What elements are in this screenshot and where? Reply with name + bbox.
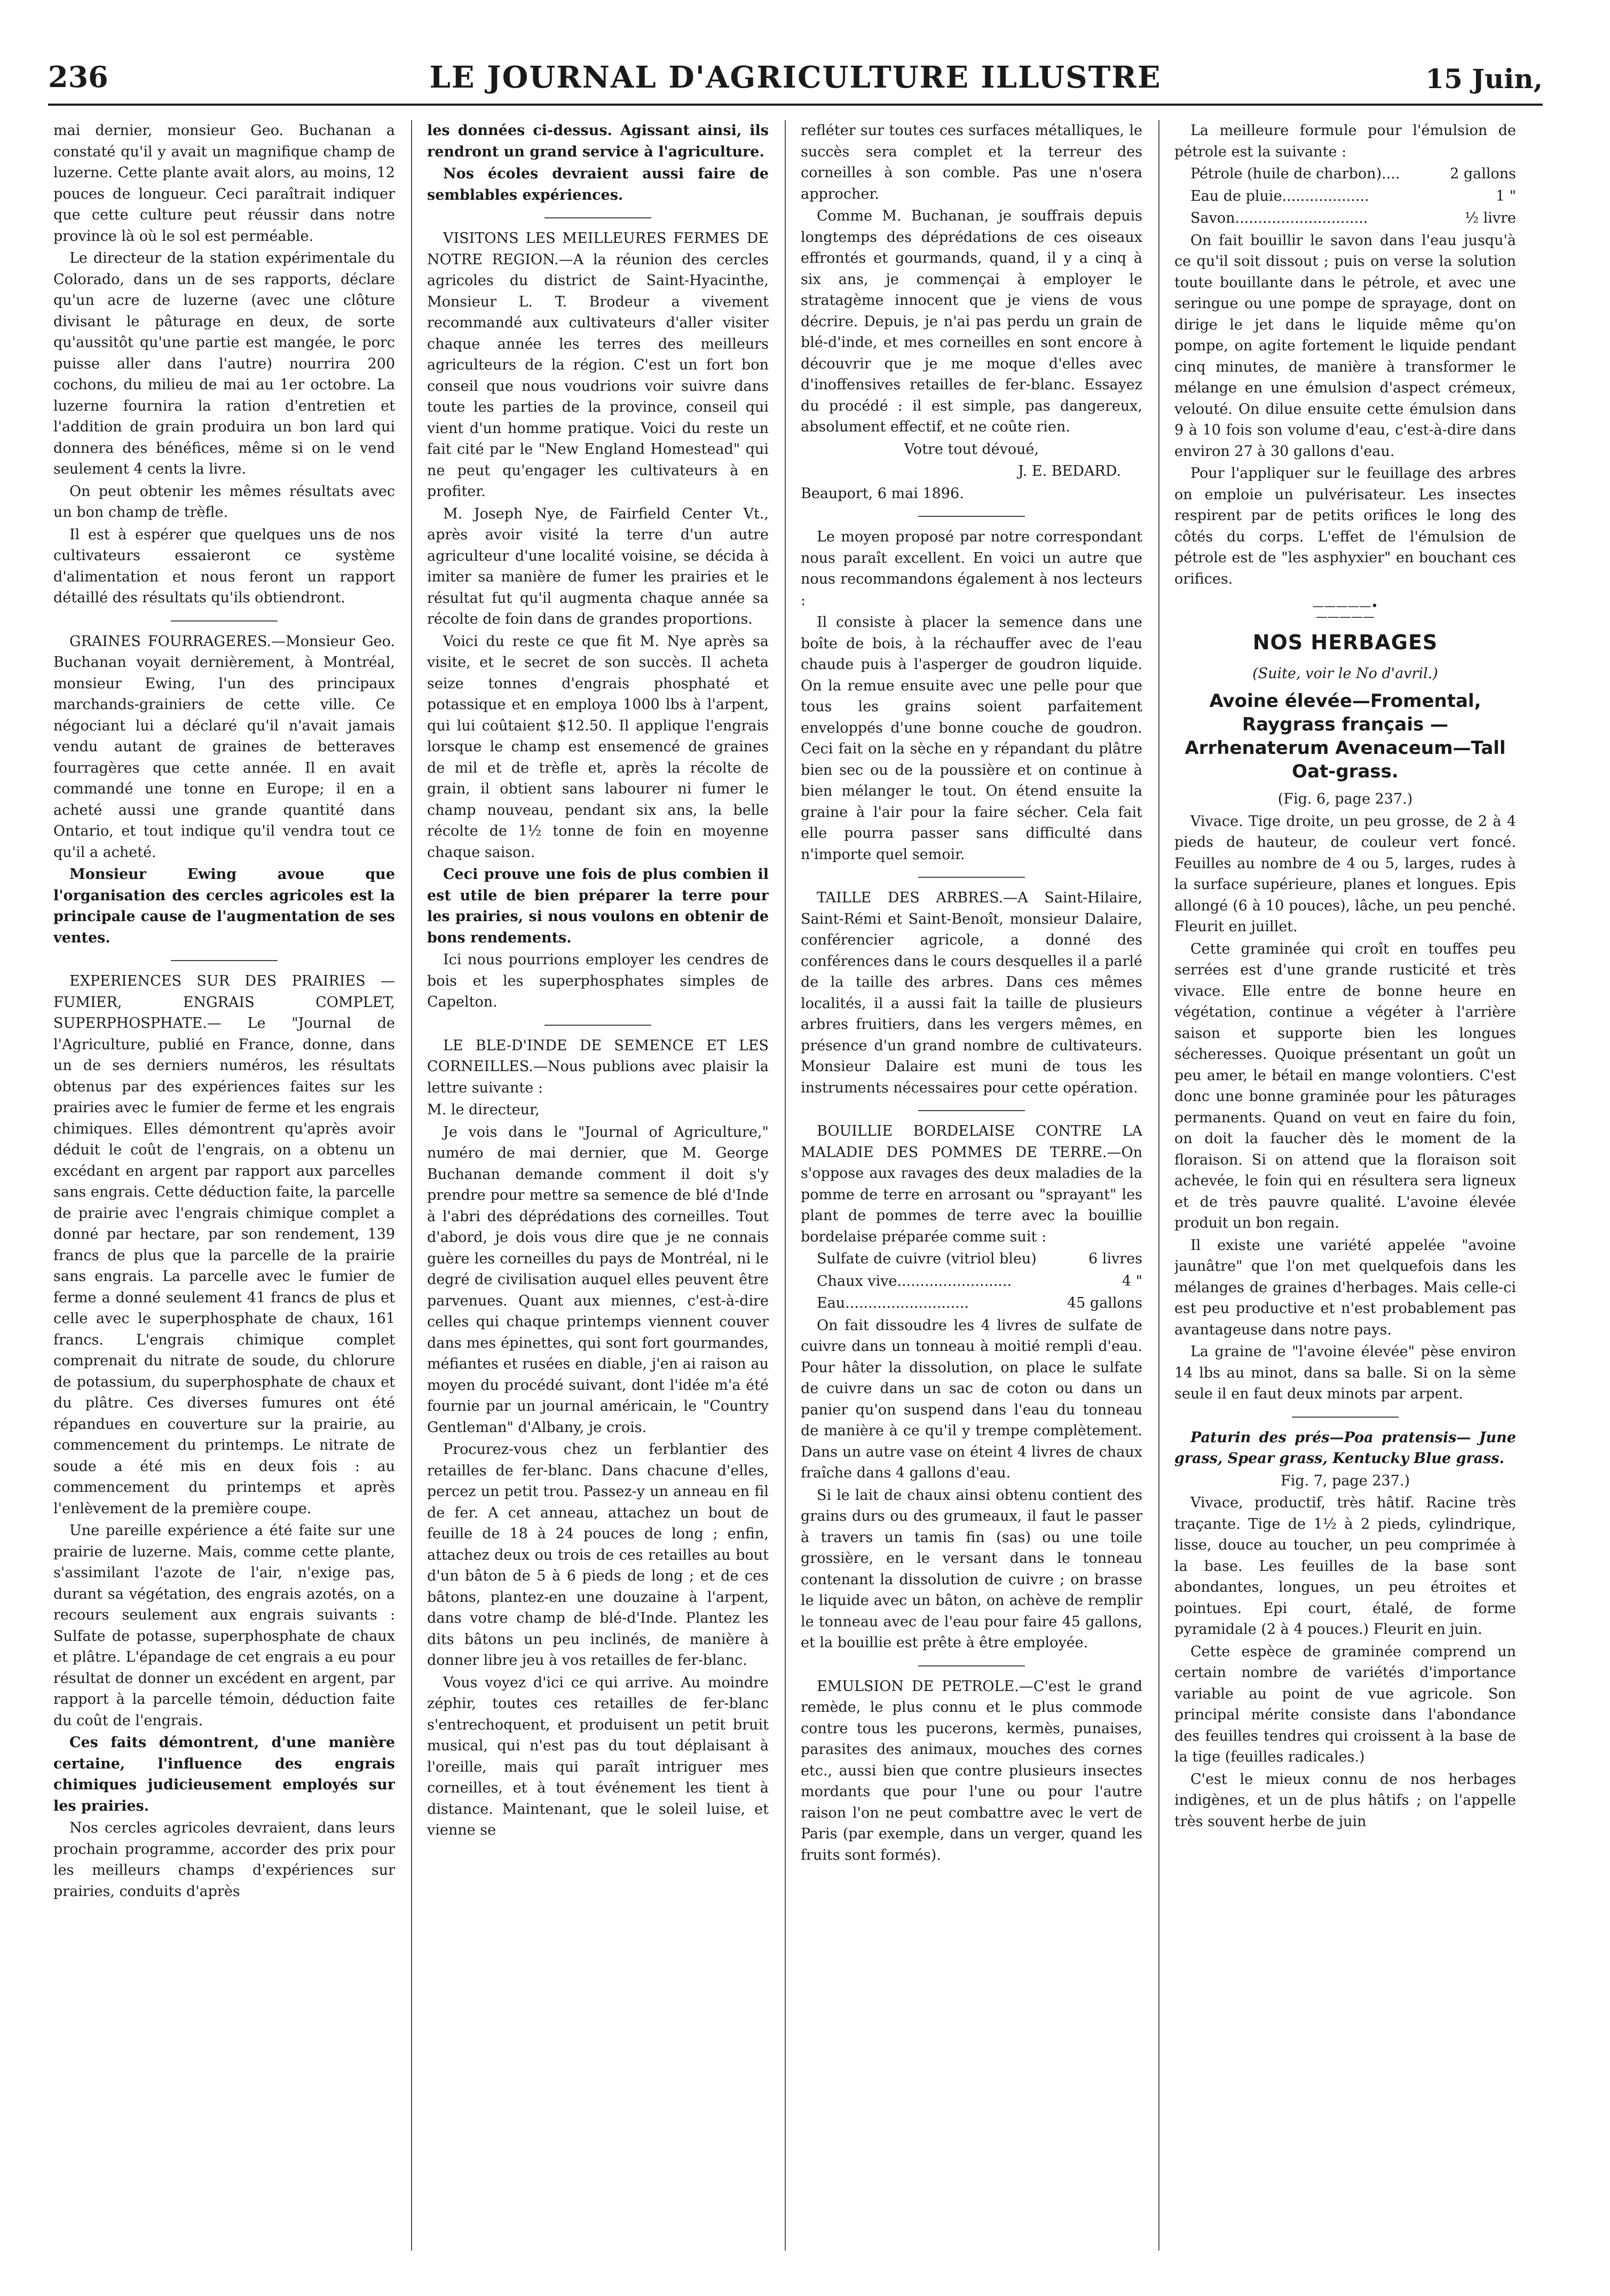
article-bouillie [801, 1121, 1142, 1247]
figure-ref: Fig. 7, page 237.) [1280, 1472, 1410, 1489]
column-divider [1158, 120, 1159, 2251]
section-heading: EMULSION DE PETROLE. [817, 1678, 1019, 1695]
paragraph: — Le "Journal de l'Agriculture, publié en France, donne, dans un de ses derniers numéros, les résultats obtenus par des expériences faites sur les prairies avec le fumier de ferme et les engrais chimiques. Elles démontrent qu'après avoir déduit le coût de l'engrais, on a obtenu un excédant en argent par rapport aux parcelles sans engrais. Cette déduction faite, la parcelle de prairie avec l'engrais chimique complet a donné par hectare, par son rendement, 139 francs de plus que la parcelle de la prairie sans engrais. La parcelle avec le fumier de ferme a donné seulement 41 francs de plus et celle avec le superphosphate de chaux, 161 francs. L'engrais chimique complet comprenait du nitrate de soude, du chlorure de potassium, du superphosphate de chaux et du plâtre. Ces diverses fumures ont été répandues en couverture sur la prairie, au commencement du printemps. Le nitrate de soude a été mis en deux fois : au commencement du printemps et après l'enlèvement de la première coupe. [53, 1015, 395, 1517]
header-rule [48, 104, 1543, 106]
section-rule [544, 217, 651, 218]
paragraph: —Monsieur Geo. Buchanan voyait dernièrement, à Montréal, monsieur Ewing, l'un des principaux marchands-grainiers de cette ville. Ce négociant lui a déclaré qu'il n'avait jamais vendu autant de graines de betteraves fourragères que cette année. Il en avait commandé une tonne en Europe; il en a acheté aussi une grande quantité dans Ontario, et tout indique qu'il vendra tout ce qu'il a acheté. [53, 633, 395, 861]
paragraph: Il consiste à placer la semence dans une boîte de bois, à la réchauffer avec de l'eau chaude puis à l'asperger de goudron liquide. On la remue ensuite avec une pelle pour que tous les grains soient parfaitement enveloppés d'une bonne couche de goudron. Ceci fait on la sèche en y répandant du plâtre bien sec ou de la poussière et on continue à bien mélanger le tout. On étend ensuite la graine à l'air pour la faire sécher. Cela fait elle pourra passer sans difficulté dans n'importe quel semoir. [801, 614, 1142, 863]
column-3 [801, 120, 1142, 2251]
formula-item: Sulfate de cuivre (vitriol bleu) [817, 1251, 1037, 1267]
article-ble-dinde [427, 1035, 769, 1099]
paragraph: On peut obtenir les mêmes résultats avec un bon champ de trèfle. [53, 483, 395, 521]
paragraph: Il existe une variété appelée "avoine jaunâtre" que l'on met quelquefois dans les mélanges de graines d'herbages. Mais celle-ci est peu productive et n'est probablement pas avantageuse dans notre pays. [1174, 1237, 1516, 1338]
section-heading: LE BLE-D'INDE DE SEMENCE ET LES CORNEILLES. [427, 1037, 769, 1075]
formula-qty: 2 gallons [1450, 166, 1516, 182]
paragraph: Il est à espérer que quelques uns de nos cultivateurs essaieront ce système d'alimentation et nous feront un rapport détaillé des résultats qu'ils obtiendront. [53, 526, 395, 606]
section-heading: VISITONS LES MEILLEURES FERMES DE NOTRE REGION. [427, 230, 769, 268]
formula-line [1174, 186, 1516, 207]
paragraph: Ceci prouve une fois de plus combien il est utile de bien préparer la terre pour les prairies, si nous voulons en obtenir de bons rendements. [427, 866, 769, 946]
formula-qty: 45 gallons [1067, 1295, 1142, 1311]
section-heading: EXPERIENCES SUR DES PRAIRIES — FUMIER, ENGRAIS COMPLET, SUPERPHOSPHATE. [53, 973, 395, 1032]
section-rule [918, 1665, 1025, 1666]
paragraph: —C'est le grand remède, le plus connu et le plus commode contre tous les pucerons, kermès, punaises, parasites des animaux, mouches des cornes etc., aussi bien que contre plusieurs insectes mordants que pour l'une ou pour l'autre raison l'on ne peut combattre avec le vert de Paris (par exemple, dans un verger, quand les fruits sont formés). [801, 1678, 1142, 1863]
formula-item: Chaux vive......................... [817, 1272, 1012, 1289]
section-heading: GRAINES FOURRAGERES. [69, 633, 272, 650]
formula-item: Pétrole (huile de charbon).... [1190, 166, 1400, 182]
paragraph: Je vois dans le "Journal of Agriculture," numéro de mai dernier, que M. George Buchanan demande comment il doit s'y prendre pour mettre sa semence de blé d'Inde à l'abri des déprédations des corneilles. Tout d'abord, je dois vous dire que je ne connais guère les corneilles du pays de Montréal, ni le degré de civilisation auquel elles peuvent être parvenues. Quant aux miennes, c'est-à-dire celles qui chaque printemps viennent couver dans mes épinettes, qui sont fort gourmandes, méfiantes et rusées en diable, j'en ai raison au moyen du procédé suivant, dont l'idée m'a été fournie par un journal américain, le "Country Gentleman" d'Albany, je crois. [427, 1123, 769, 1436]
paragraph: —A Saint-Hilaire, Saint-Rémi et Saint-Benoît, monsieur Dalaire, conférencier agricole, a donné des conférences dans le cours desquelles il a parlé de la taille des arbres. Dans ces mêmes localités, il a aussi fait la taille de plusieurs arbres fruitiers, dans les vergers mêmes, en présence d'un grand nombre de cultivateurs. Monsieur Dalaire est muni de tous les instruments nécessaires pour cette opération. [801, 890, 1142, 1096]
paragraph: mai dernier, monsieur Geo. Buchanan a constaté qu'il y avait un magnifique champ de luzerne. Cette plante avait alors, au moins, 12 pouces de longueur. Ceci paraîtrait indiquer que cette culture peut réussir dans notre province là où le sol est perméable. [53, 122, 395, 245]
section-title: NOS HERBAGES [1252, 631, 1438, 654]
paragraph: Nos cercles agricoles devraient, dans leurs prochain programme, accorder des prix pour les meilleurs champs d'expériences sur prairies, conduits d'après [53, 1820, 395, 1900]
paragraph: Ici nous pourrions employer les cendres de bois et les superphosphates simples de Capelton. [427, 952, 769, 1010]
section-heading: TAILLE DES ARBRES. [817, 890, 1004, 906]
continuation-note: (Suite, voir le No d'avril.) [1252, 665, 1438, 682]
ornament-rule: —————•————— [1312, 600, 1378, 624]
journal-title: LE JOURNAL D'AGRICULTURE ILLUSTRE [429, 60, 1162, 95]
figure-ref: (Fig. 6, page 237.) [1277, 791, 1413, 807]
article-emulsion [801, 1676, 1142, 1866]
letter-place-date: Beauport, 6 mai 1896. [801, 485, 964, 502]
section-rule [918, 877, 1025, 878]
paragraph: Le moyen proposé par notre correspondant nous paraît excellent. En voici un autre que nous recommandons également à nos lecteurs : [801, 529, 1142, 609]
paragraph: Procurez-vous chez un ferblantier des retailles de fer-blanc. Dans chacune d'elles, percez un petit trou. Passez-y un anneau en fil de fer. A cet anneau, attachez un bout de feuille de 18 à 24 pouces de long ; enfin, attachez deux ou trois de ces retailles au bout d'un bâton de 5 à 6 pieds de long ; et de ces bâtons, plantez-en une douzaine à l'arpent, dans votre champ de blé-d'Inde. Plantez les dits bâtons un peu inclinés, de manière à donner libre jeu à vos retailles de fer-blanc. [427, 1441, 769, 1669]
paragraph: Voici du reste ce que fit M. Nye après sa visite, et le secret de son succès. Il acheta seize tonnes d'engrais phosphaté et potassique et en employa 1000 lbs à l'arpent, qui lui coûtaient $12.50. Il applique l'engrais lorsque le champ est ensemencé de graines de mil et de trèfle et, après la récolte de grain, il obtient sans labourer ni fumer le champ nouveau, pendant six ans, la belle récolte de 1½ tonne de foin en moyenne chaque saison. [427, 633, 769, 861]
paragraph: les données ci-dessus. Agissant ainsi, ils rendront un grand service à l'agriculture. [427, 122, 769, 160]
issue-date: 15 Juin, [1425, 63, 1543, 95]
paragraph: Nos écoles devraient aussi faire de semblables expériences. [427, 166, 769, 203]
paragraph: C'est le mieux connu de nos herbages indigènes, et un de plus hâtifs ; on l'appelle très souvent herbe de juin [1174, 1771, 1516, 1830]
salutation: M. le directeur, [427, 1102, 540, 1118]
paragraph: —Nous publions avec plaisir la lettre suivante : [427, 1058, 769, 1096]
paragraph: —A la réunion des cercles agricoles du district de Saint-Hyacinthe, Monsieur L. T. Brodeur a vivement recommandé aux cultivateurs d'aller visiter chaque année les terres des meilleurs agriculteurs de la région. C'est un fort bon conseil que nous voudrions voir suivre dans toute les parties de la province, conseil qui vient d'un homme pratique. Voici du reste un fait cité par le "New England Homestead" qui ne peut qu'engager les cultivateurs à en profiter. [427, 251, 769, 500]
column-1 [53, 120, 395, 2251]
paragraph: La graine de "l'avoine élevée" pèse environ 14 lbs au minot, dans sa balle. Si on la sème seule il en faut deux minots par arpent. [1174, 1343, 1516, 1402]
formula-line [801, 1293, 1142, 1314]
paragraph: Si le lait de chaux ainsi obtenu contient des grains durs ou des grumeaux, il faut le passer à travers un tamis fin (sas) ou une toile grossière, en le versant dans le tonneau contenant la dissolution de cuivre ; on brasse le liquide avec un bâton, on achève de remplir le tonneau avec de l'eau pour faire 45 gallons, et la bouillie est prête à être employée. [801, 1487, 1142, 1651]
page-number: 236 [48, 60, 108, 94]
article-taille [801, 887, 1142, 1098]
paragraph: Vivace. Tige droite, un peu grosse, de 2 à 4 pieds de hauteur, de couleur vert foncé. Feuilles au nombre de 4 ou 5, larges, rudes à la surface supérieure, planes et longues. Epis allongé (6 à 10 pouces), lâche, un peu penché. Fleurit en juillet. [1174, 813, 1516, 935]
species-heading: Avoine élevée—Fromental, Raygrass français — Arrhenaterum Avenaceum—Tall Oat-grass. [1185, 690, 1506, 782]
paragraph: M. Joseph Nye, de Fairfield Center Vt., après avoir visité la terre d'un autre agriculteur d'une localité voisine, se décida à imiter sa manière de fumer les prairies et le résultat fut qu'il augmenta chaque année sa récolte de foin dans de grandes proportions. [427, 505, 769, 627]
section-rule [171, 960, 278, 961]
paragraph: Cette graminée qui croît en touffes peu serrées est d'une grande rusticité et très vivace. Elle entre de bonne heure en végétation, continue a végéter à l'arrière saison et supporte bien les longues sécheresses. Quoique présentant un goût un peu amer, le bétail en mange volontiers. C'est donc une bonne graminée pour les pâturages permanents. Quand on veut en faire du foin, on doit la faucher dès le moment de la floraison. Si on attend que la floraison soit achevée, le foin qui en résultera sera ligneux et de très pauvre qualité. L'avoine élevée produit un bon regain. [1174, 940, 1516, 1231]
paragraph: On fait bouillir le savon dans l'eau jusqu'à ce qu'il soit dissout ; puis on verse la solution toute bouillante dans le pétrole, et avec une seringue ou une pompe de sprayage, dont on dirige le jet dans le liquide même qu'on pompe, on agite fortement le liquide pendant cinq minutes, de manière à transformer le mélange en une émulsion d'aspect crémeux, velouté. On dilue ensuite cette émulsion dans 9 à 10 fois son volume d'eau, c'est-à-dire dans environ 27 à 30 gallons d'eau. [1174, 232, 1516, 460]
article-graines [53, 631, 395, 863]
column-4 [1174, 120, 1516, 2251]
paragraph: La meilleure formule pour l'émulsion de pétrole est la suivante : [1174, 122, 1516, 160]
formula-qty: 6 livres [1088, 1251, 1142, 1267]
paragraph: On fait dissoudre les 4 livres de sulfate de cuivre dans un tonneau à moitié rempli d'eau. Pour hâter la dissolution, on place le sulfate de cuivre dans un sac de coton ou dans un panier qu'on suspend dans l'eau du tonneau de manière à ce qu'il y trempe complètement. Dans un autre vase on éteint 4 livres de chaux fraîche dans 4 gallons d'eau. [801, 1317, 1142, 1481]
paragraph: —On s'oppose aux ravages des deux maladies de la pomme de terre en arrosant ou "sprayant" les plant de pommes de terre avec la bouillie bordelaise préparée comme suit : [801, 1144, 1142, 1245]
formula-item: Eau de pluie................... [1190, 187, 1369, 205]
column-divider [785, 120, 786, 2251]
paragraph: Vivace, productif, très hâtif. Racine très traçante. Tige de 1½ à 2 pieds, cylindrique, lisse, douce au toucher, un peu comprimée à la base. Les feuilles de la base sont abondantes, longues, un peu étroites et pointues. Epi court, étalé, de forme pyramidale (2 à 4 pouces.) Fleurit en juin. [1174, 1495, 1516, 1638]
signature-name: J. E. BEDARD. [1017, 463, 1121, 479]
column-2 [427, 120, 769, 2251]
column-divider [411, 120, 412, 2251]
paragraph: Ces faits démontrent, d'une manière certaine, l'influence des engrais chimiques judicieusement employés sur les prairies. [53, 1734, 395, 1814]
paragraph: Comme M. Buchanan, je souffrais depuis longtemps des déprédations de ces oiseaux effrontés et gourmands, quand, il y a cinq à six ans, je commençai à employer le stratagème innocent que je viens de vous décrire. Depuis, je n'ai pas perdu un grain de blé-d'inde, et mes corneilles en sont encore à découvrir que je me moque d'elles avec d'inoffensives retailles de fer-blanc. Essayez du procédé : il est simple, pas dangereux, absolument effectif, et ne coûte rien. [801, 208, 1142, 435]
paragraph: refléter sur toutes ces surfaces métalliques, le succès sera complet et la terreur des corneilles à son comble. Pas une n'osera approcher. [801, 122, 1142, 202]
formula-qty: ½ livre [1464, 210, 1516, 226]
formula-line [801, 1271, 1142, 1292]
paragraph: Une pareille expérience a été faite sur une prairie de luzerne. Mais, comme cette plante, s'assimilant l'azote de l'air, n'exige pas, durant sa végétation, des engrais azotés, on a recours seulement aux engrais suivants : Sulfate de potasse, superphosphate de chaux et plâtre. L'épandage de cet engrais a eu pour résultat de donner un excédent en argent, par rapport à la parcelle témoin, déduction faite du coût de l'engrais. [53, 1522, 395, 1729]
article-experiences [53, 971, 395, 1519]
section-rule [918, 516, 1025, 517]
paragraph: Pour l'appliquer sur le feuillage des arbres on emploie un pulvérisateur. Les insectes respirent par de petits orifices le long des côtés du corps. L'effet de l'émulsion de pétrole est de "les asphyxier" en bouchant ces orifices. [1174, 465, 1516, 587]
section-rule [1292, 1417, 1399, 1418]
formula-line [1174, 208, 1516, 229]
formula-item: Eau........................... [817, 1295, 969, 1311]
species-heading: Paturin des prés—Poa pratensis— June grass, Spear grass, Kentucky Blue grass. [1174, 1429, 1516, 1467]
formula-line [801, 1248, 1142, 1270]
formula-qty: 1 " [1495, 187, 1516, 205]
article-visitons [427, 228, 769, 502]
section-heading: BOUILLIE BORDELAISE CONTRE LA MALADIE DES POMMES DE TERRE. [801, 1123, 1142, 1161]
section-rule [918, 1110, 1025, 1111]
paragraph: Monsieur Ewing avoue que l'organisation des cercles agricoles est la principale cause de l'augmentation de ses ventes. [53, 866, 395, 946]
formula-qty: 4 " [1122, 1272, 1142, 1289]
formula-line [1174, 163, 1516, 185]
signature-closing: Votre tout dévoué, [904, 441, 1039, 458]
page-header [48, 53, 1543, 101]
paragraph: Cette espèce de graminée comprend un certain nombre de variétés d'importance variable au point de vue agricole. Son principal mérite consiste dans l'abondance des feuilles tendres qui croissent à la base de la tige (feuilles radicales.) [1174, 1643, 1516, 1765]
section-rule [171, 620, 278, 622]
paragraph: Le directeur de la station expérimentale du Colorado, dans un de ses rapports, déclare qu'un acre de luzerne (avec une clôture divisant le pâturage en deux, de sorte qu'aussitôt qu'une partie est mangée, le porc puisse aller dans l'autre) nourrira 200 cochons, du milieu de mai au 1er octobre. La luzerne fournira la ration d'entretien et l'addition de grain produira un bon lard qui donnera des bénéfices, même si on le vend seulement 4 cents la livre. [53, 250, 395, 477]
section-rule [544, 1025, 651, 1026]
formula-item: Savon............................. [1190, 210, 1368, 226]
paragraph: Vous voyez d'ici ce qui arrive. Au moindre zéphir, toutes ces retailles de fer-blanc s'entrechoquent, et produisent un petit bruit musical, qui n'est pas du tout déplaisant à l'oreille, mais qui paraît intriguer mes corneilles, et à tout événement les tient à distance. Maintenant, que le soleil luise, et vienne se [427, 1674, 769, 1838]
